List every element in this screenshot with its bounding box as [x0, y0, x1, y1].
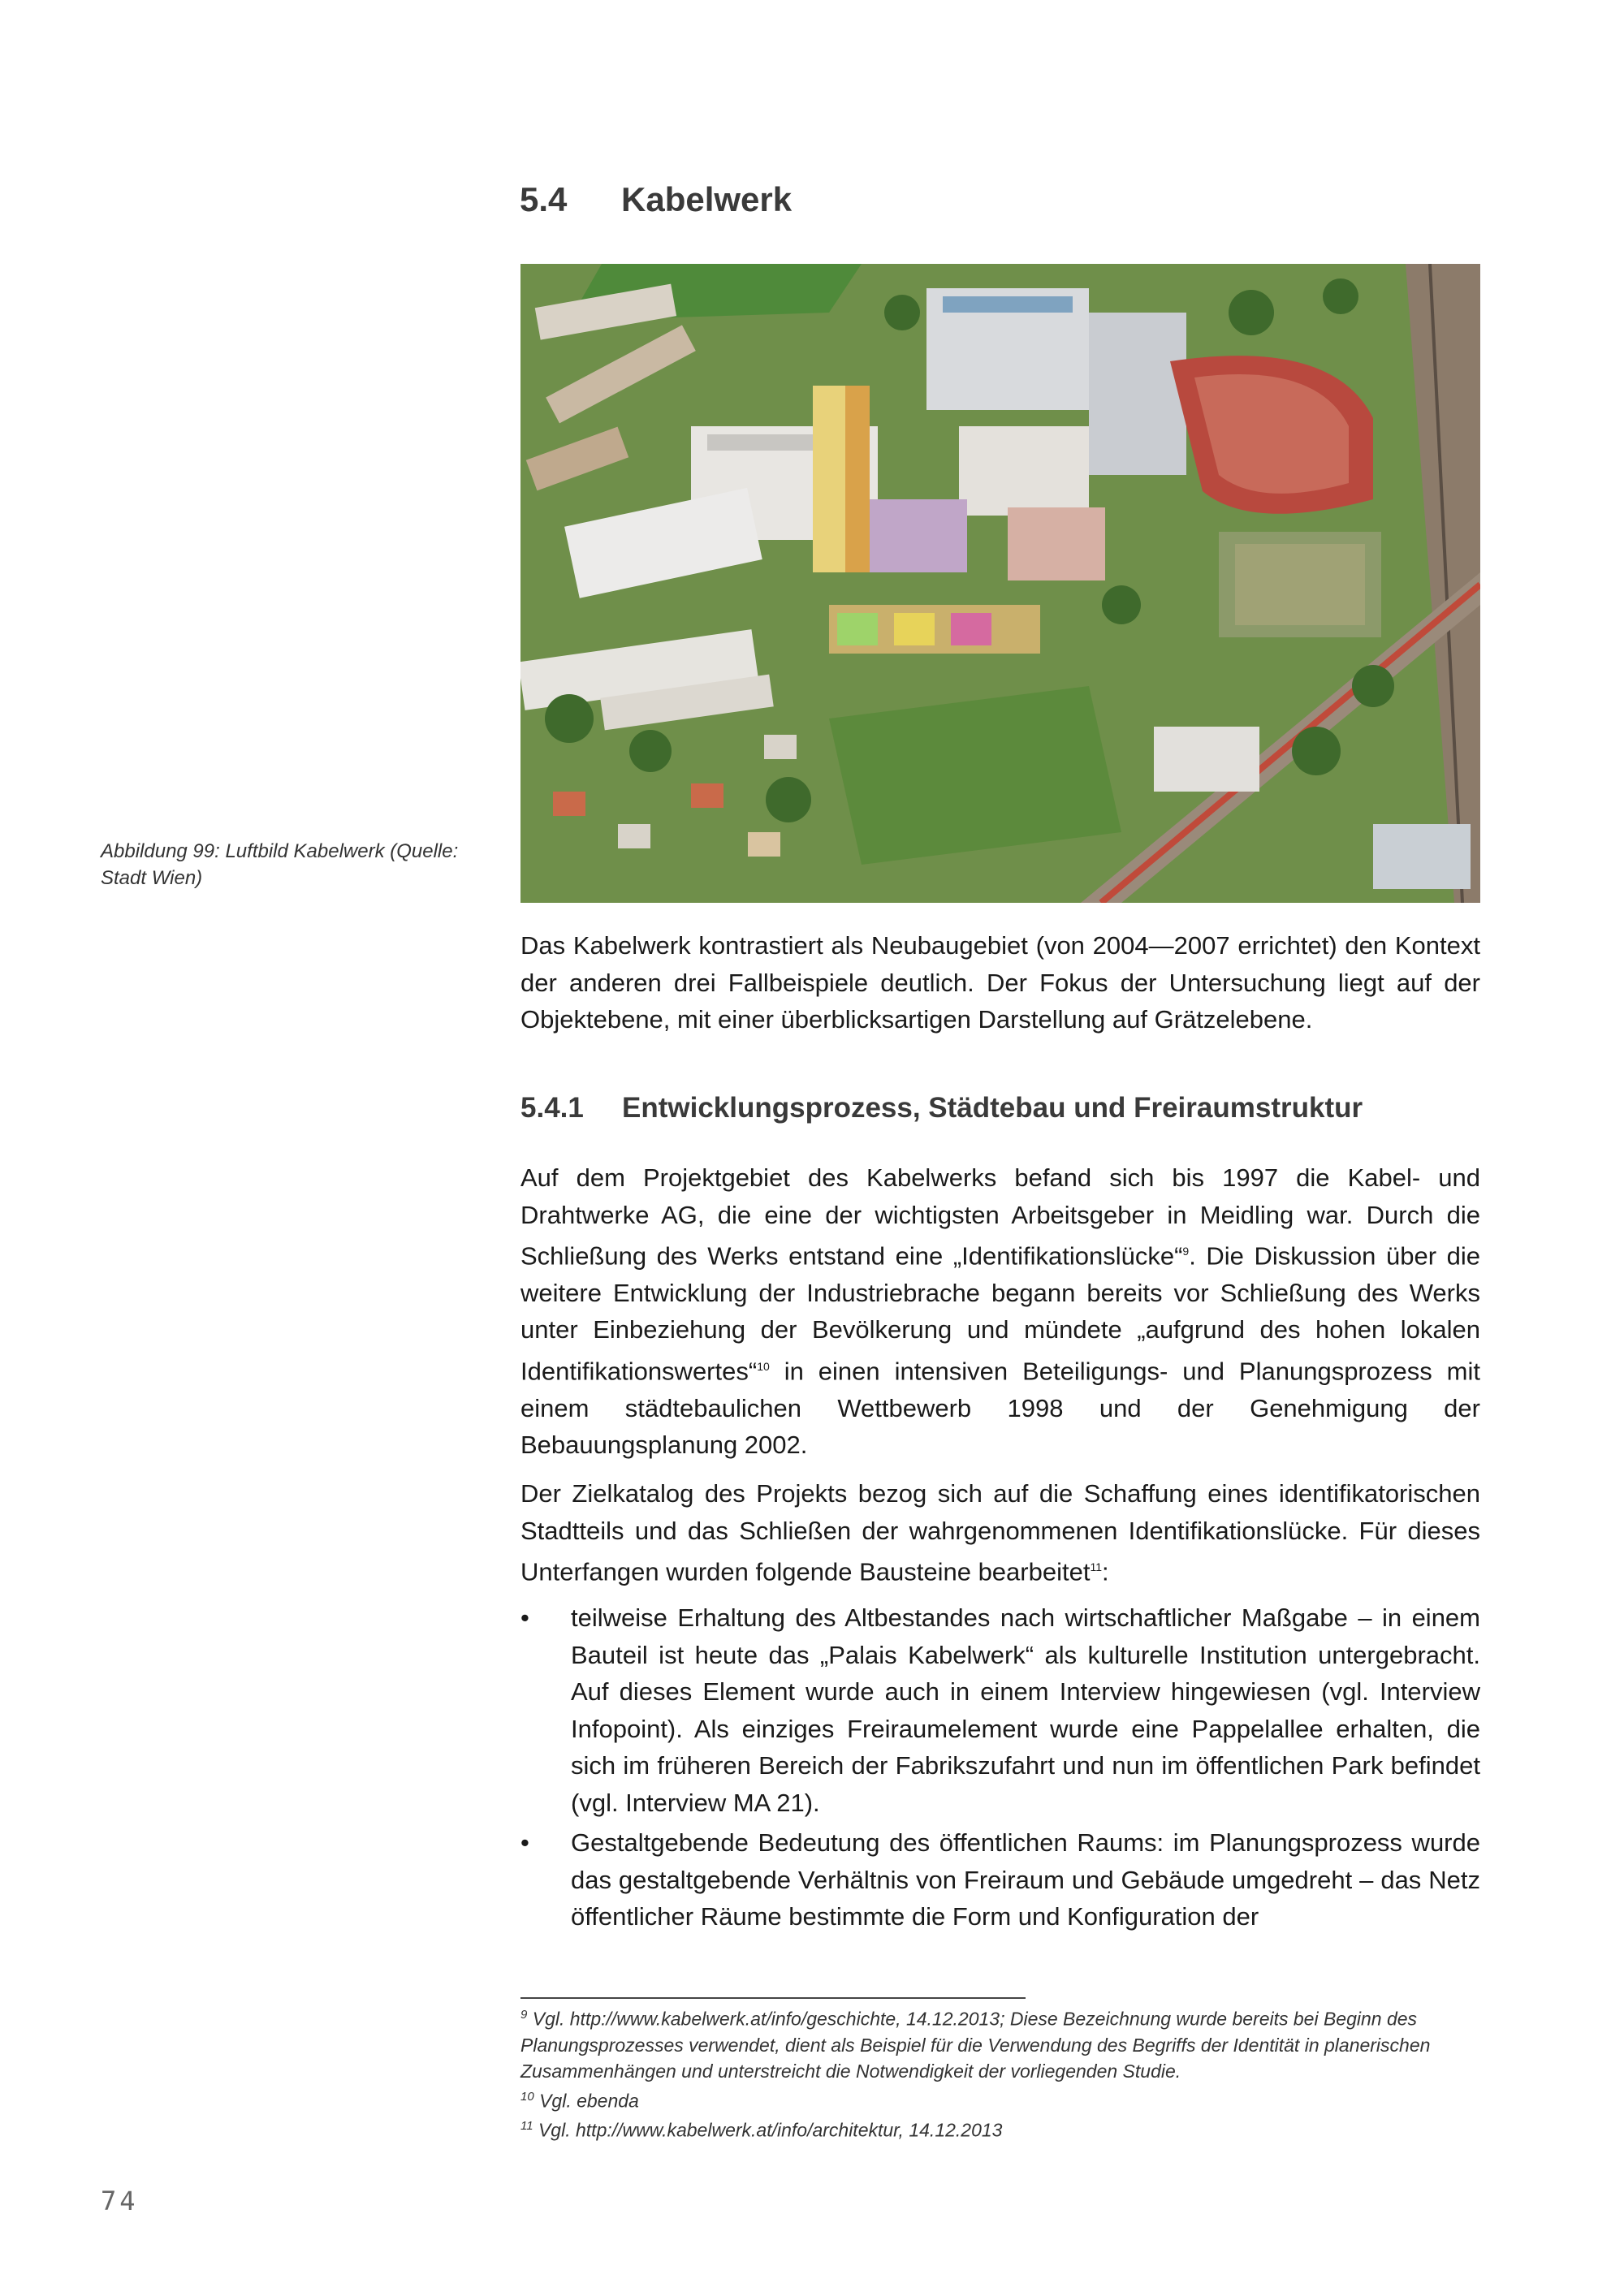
list-item-text: teilweise Erhaltung des Altbestandes nach wirtschaftlicher Maßgabe – in einem Bauteil ist heute das „Palais Kabelwerk“ als kulturelle Institution untergebracht. Auf dieses Element wurde auch in einem Interview hingewiesen (vgl. Interview Infopoint). Als einziges Freiraumelement wurde eine Pappelallee erhalten, die sich im früheren Bereich der Fabrikszufahrt und nun im öffentlichen Park befindet (vgl. Interview MA 21). — [571, 1603, 1480, 1817]
intro-paragraph: Das Kabelwerk kontrastiert als Neubaugebiet (von 2004—2007 errichtet) den Kontext der anderen drei Fallbeispiele deutlich. Der Fokus der Untersuchung liegt auf der Objektebene, mit einer überblicksartigen Darstellung auf Grätzelebene. — [520, 931, 1480, 1034]
paragraph-entwicklung — [520, 1159, 1480, 1464]
footnote — [520, 2084, 1480, 2114]
section-heading — [520, 180, 792, 219]
list-item — [520, 1599, 1480, 1821]
footnote-number: 9 — [520, 2008, 528, 2022]
bullet-icon: • — [520, 1603, 529, 1632]
paragraph-text: : — [1102, 1557, 1109, 1586]
subsection-title: Entwicklungsprozess, Städtebau und Freiraumstruktur — [622, 1092, 1363, 1124]
footnote-reference[interactable]: 11 — [1090, 1560, 1102, 1573]
subsection-heading — [520, 1092, 1363, 1124]
footnotes — [520, 2002, 1480, 2143]
footnote-text: Vgl. http://www.kabelwerk.at/info/architektur, 14.12.2013 — [533, 2119, 1003, 2141]
figure-caption: Abbildung 99: Luftbild Kabelwerk (Quelle: Stadt Wien) — [101, 840, 459, 889]
footnote-divider — [520, 1997, 1026, 1999]
list-item-text: Gestaltgebende Bedeutung des öffentlichen Raums: im Planungsprozess wurde das gestaltgebende Verhältnis von Freiraum und Gebäude umgedreht – das Netz öffentlicher Räume bestimmte die Form und Konfiguration der — [571, 1828, 1480, 1931]
paragraph-text: Der Zielkatalog des Projekts bezog sich auf die Schaffung eines identifikatorischen Stadtteils und das Schließen der wahrgenommenen Identifikationslücke. Für dieses Unterfangen wurden folgende Bausteine bearbeitet — [520, 1479, 1480, 1586]
footnote — [520, 2113, 1480, 2143]
paragraph-text: in einen intensiven Beteiligungs- und Planungsprozess mit einem städtebaulichen Wettbewerb 1998 und der Genehmigung der Bebauungsplanung 2002. — [520, 1357, 1480, 1460]
bullet-icon: • — [520, 1828, 529, 1857]
section-number: 5.4 — [520, 180, 568, 218]
aerial-photo-kabelwerk — [520, 264, 1480, 903]
list-item — [520, 1824, 1480, 1936]
footnote-number: 11 — [520, 2119, 533, 2134]
footnote — [520, 2002, 1480, 2084]
bullet-list — [520, 1599, 1480, 1939]
paragraph-text: Auf dem Projektgebiet des Kabelwerks befand sich bis 1997 die Kabel- und Drahtwerke AG, die eine der wichtigsten Arbeitsgeber in Meidling war. Durch die Schließung des Werks entstand eine „Identifikationslücke“ — [520, 1163, 1480, 1271]
footnote-reference[interactable]: 9 — [1182, 1245, 1190, 1258]
aerial-photo-illustration — [520, 264, 1480, 903]
footnote-reference[interactable]: 10 — [757, 1359, 770, 1373]
footnote-text: Vgl. http://www.kabelwerk.at/info/geschichte, 14.12.2013; Diese Bezeichnung wurde bereits bei Beginn des Planungsprozesses verwendet, dient als Beispiel für die Verwendung des Begriffs der Identität in planerischen Zusammenhängen und unterstreicht die Notwendigkeit der vorliegenden Studie. — [520, 2008, 1431, 2082]
section-title: Kabelwerk — [621, 180, 793, 218]
subsection-number: 5.4.1 — [520, 1092, 584, 1124]
page-number: 74 — [101, 2186, 139, 2216]
footnote-text: Vgl. ebenda — [533, 2090, 639, 2112]
footnote-number: 10 — [520, 2089, 534, 2104]
paragraph-text: . Die Diskussion über die weitere Entwicklung der Industriebrache begann bereits vor Schließung des Werks unter Einbeziehung der Bevölkerung und mündete „aufgrund des hohen lokalen Identifikationswertes“ — [520, 1241, 1480, 1386]
paragraph-zielkatalog — [520, 1475, 1480, 1590]
